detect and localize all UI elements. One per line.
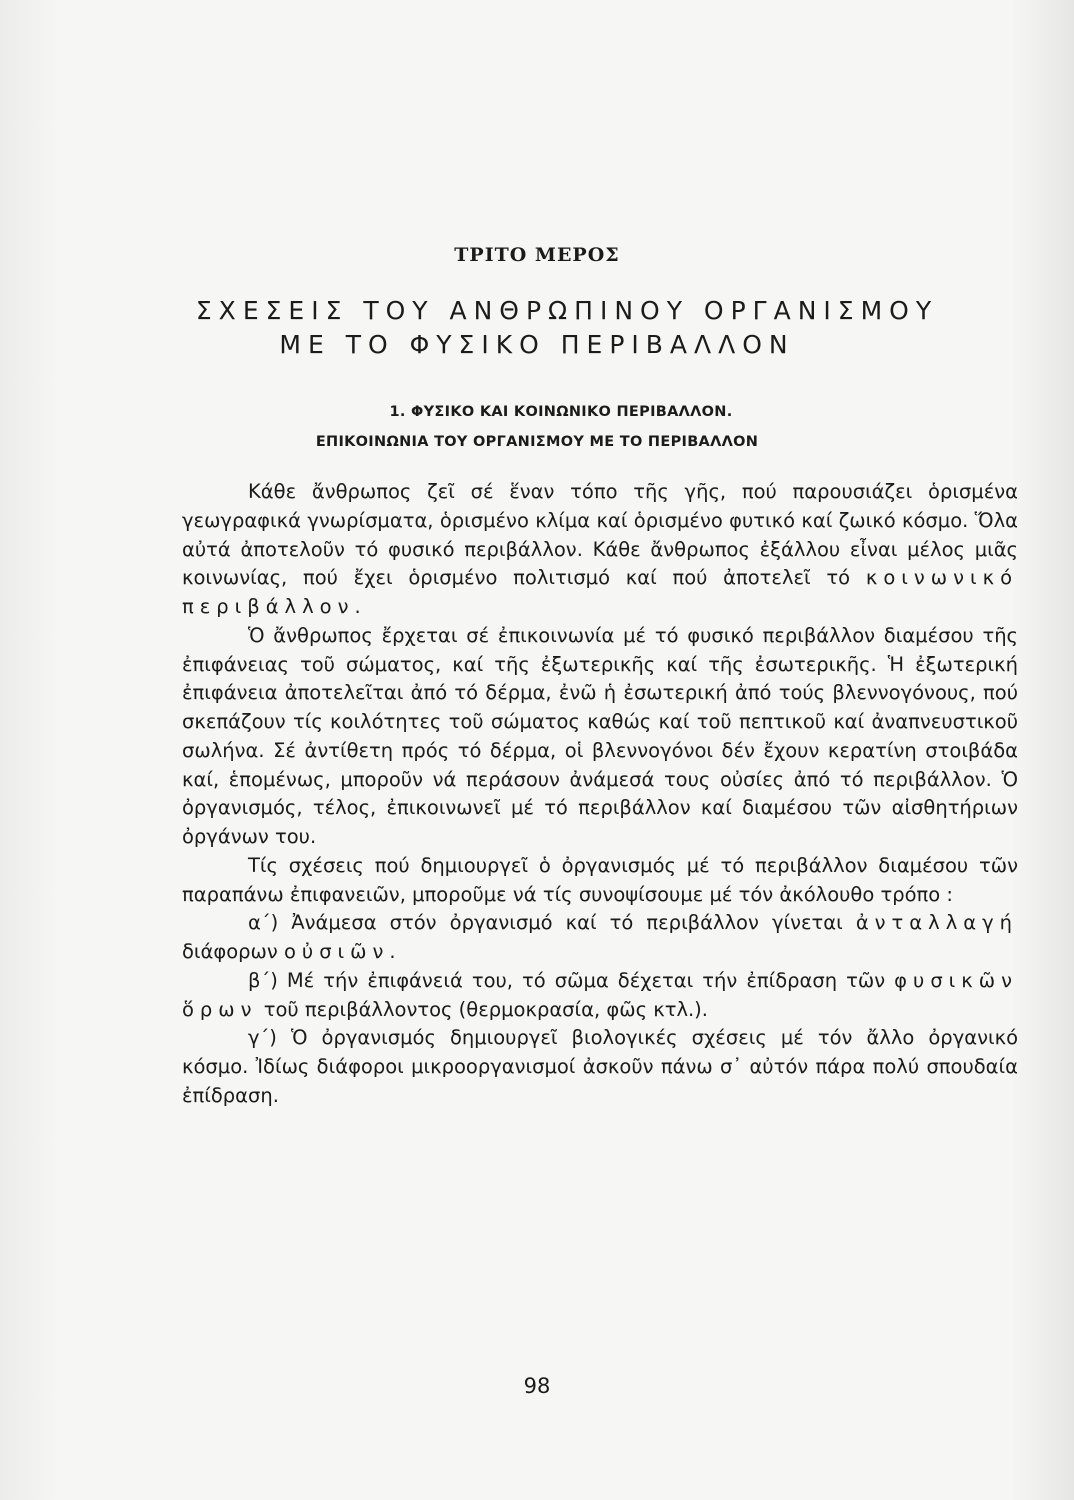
list-item-a-emphasis-1: ἀνταλλαγή: [855, 911, 1018, 935]
section-title-line-1: 1. ΦΥΣΙΚΟ ΚΑΙ ΚΟΙΝΩΝΙΚΟ ΠΕΡΙΒΑΛΛΟΝ.: [389, 404, 733, 420]
chapter-title-line-1: ΣΧΕΣΕΙΣ ΤΟΥ ΑΝΘΡΩΠΙΝΟΥ ΟΡΓΑΝΙΣΜΟΥ: [195, 296, 939, 325]
list-item-a-emphasis-2: οὐσιῶν.: [283, 940, 402, 963]
list-item-b-text: β΄) Μέ τήν ἐπιφάνειά του, τό σῶμα δέχεται τήν ἐπίδραση τῶν: [248, 968, 895, 992]
list-item-a: [182, 909, 1018, 967]
list-item-b: [182, 967, 1018, 1025]
section-title-line-2: ΕΠΙΚΟΙΝΩΝΙΑ ΤΟΥ ΟΡΓΑΝΙΣΜΟΥ ΜΕ ΤΟ ΠΕΡΙΒΑΛΛΟΝ: [315, 434, 759, 450]
list-item-c: γ΄) Ὁ ὀργανισμός δημιουργεῖ βιολογικές σχέσεις μέ τόν ἄλλο ὀργανικό κόσμο. Ἰδίως διάφοροι μικροοργανισμοί ἀσκοῦν πάνω σ᾽ αὐτόν πάρα πολύ σπουδαία ἐπίδραση.: [182, 1026, 1018, 1107]
list-item-a-text: α΄) Ἀνάμεσα στόν ὀργανισμό καί τό περιβάλλον γίνεται: [248, 911, 843, 935]
paragraph-1-text: Κάθε ἄνθρωπος ζεῖ σέ ἕναν τόπο τῆς γῆς, πού παρουσιάζει ὁρισμένα γεωγραφικά γνωρίσματα, ὁρισμένο κλίμα καί ὁρισμένο φυτικό καί ζωικό κόσμο. Ὅλα αὐτά ἀποτελοῦν τό φυσικό περιβάλλον. Κάθε ἄνθρωπος ἐξάλλου εἶναι μέλος μιᾶς κοινωνίας, πού ἔχει ὁρισμένο πολιτισμό καί πού ἀποτελεῖ τό: [182, 480, 1018, 590]
paragraph-1: [182, 478, 1018, 622]
part-title: ΤΡΙΤΟ ΜΕΡΟΣ: [454, 244, 620, 266]
paragraph-2: Ὁ ἄνθρωπος ἔρχεται σέ ἐπικοινωνία μέ τό φυσικό περιβάλλον διαμέσου τῆς ἐπιφάνειας τοῦ σώματος, καί τῆς ἐξωτερικῆς καί τῆς ἐσωτερικῆς. Ἡ ἐξωτερική ἐπιφάνεια ἀποτελεῖται ἀπό τό δέρμα, ἐνῶ ἡ ἐσωτερική ἀπό τούς βλεννογόνους, πού σκεπάζουν τίς κοιλότητες τοῦ σώματος καθώς καί τοῦ πεπτικοῦ καί ἀναπνευστικοῦ σωλήνα. Σέ ἀντίθετη πρός τό δέρμα, οἱ βλεννογόνοι δέν ἔχουν κερατίνη στοιβάδα καί, ἑπομένως, μποροῦν νά περάσουν ἀνάμεσά τους οὐσίες ἀπό τό περιβάλλον. Ὁ ὀργανισμός, τέλος, ἐπικοινωνεῖ μέ τό περιβάλλον καί διαμέσου τῶν αἰσθητήριων ὀργάνων του.: [182, 623, 1018, 848]
list-item-b-emphasis: φυσικῶν ὅρων: [182, 968, 1018, 1021]
paragraph-1-emphasis: κοινωνικό περιβάλλον.: [182, 566, 1019, 618]
body-text: [182, 478, 1018, 1111]
chapter-title-line-2: ΜΕ ΤΟ ΦΥΣΙΚΟ ΠΕΡΙΒΑΛΛΟΝ: [279, 330, 795, 359]
paragraph-3: Τίς σχέσεις πού δημιουργεῖ ὁ ὀργανισμός μέ τό περιβάλλον διαμέσου τῶν παραπάνω ἐπιφανειῶν, μποροῦμε νά τίς συνοψίσουμε μέ τόν ἀκόλουθο τρόπο :: [182, 853, 1018, 906]
page-number: 98: [523, 1374, 551, 1398]
list-item-a-mid: διάφορων: [182, 940, 284, 963]
list-item-b-post: τοῦ περιβάλλοντος (θερμοκρασία, φῶς κτλ.).: [257, 997, 708, 1021]
